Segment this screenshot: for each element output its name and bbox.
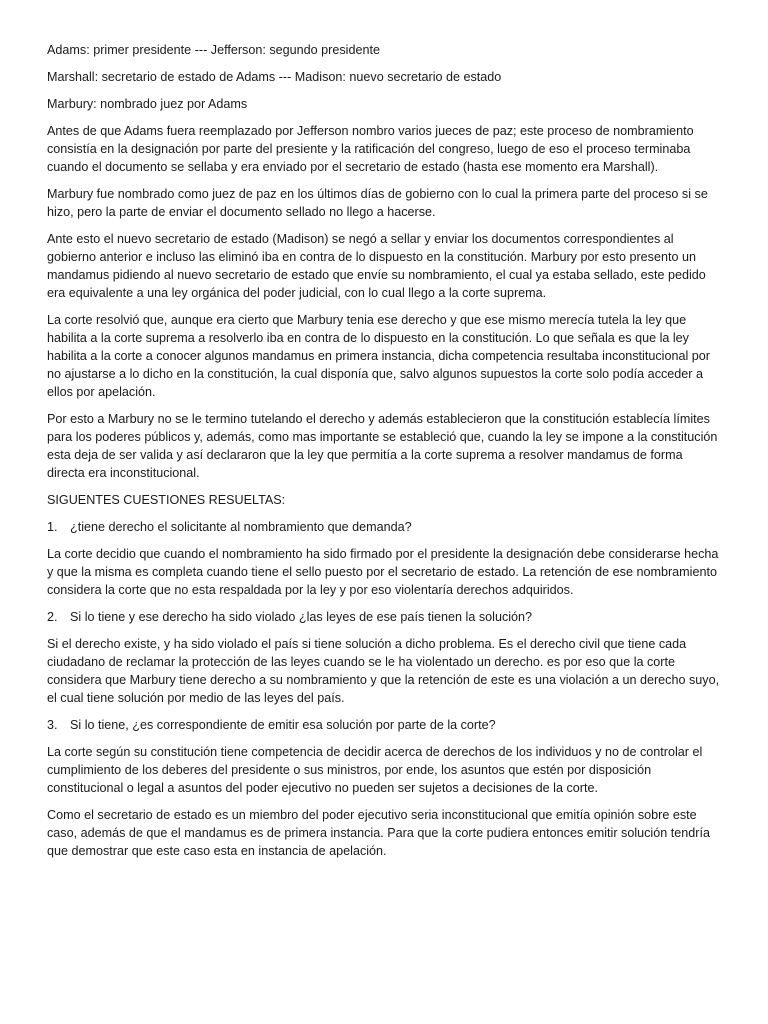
question-item xyxy=(47,608,723,626)
document-page xyxy=(47,41,723,869)
answer-paragraph: La corte decidio que cuando el nombramiento ha sido firmado por el presidente la designación debe considerarse hecha y que la misma es completa cuando tiene el sello puesto por el secretario de estado. La retención de ese nombramiento considera la corte que no esta respaldada por la ley y por eso violentaría derechos adquiridos. xyxy=(47,547,719,597)
paragraph: Por esto a Marbury no se le termino tutelando el derecho y además establecieron que la constitución establecía límites para los poderes públicos y, además, como mas importante se estableció que, cuando la ley se impone a la constitución esta deja de ser valida y así declararon que la ley que permitía a la corte suprema a resolver mandamus de forma directa era inconstitucional. xyxy=(47,412,718,480)
paragraph: Marbury fue nombrado como juez de paz en los últimos días de gobierno con lo cual la primera parte del proceso si se hizo, pero la parte de enviar el documento sellado no llego a hacerse. xyxy=(47,187,708,219)
question-text: Si lo tiene, ¿es correspondiente de emitir esa solución por parte de la corte? xyxy=(70,718,496,732)
question-item xyxy=(47,518,723,536)
question-text: ¿tiene derecho el solicitante al nombramiento que demanda? xyxy=(70,520,412,534)
paragraph: Marshall: secretario de estado de Adams --- Madison: nuevo secretario de estado xyxy=(47,70,502,84)
answer-paragraph: La corte según su constitución tiene competencia de decidir acerca de derechos de los individuos y no de controlar el cumplimiento de los deberes del presidente o sus ministros, por ende, los asuntos que estén por disposición constitucional o legal a asuntos del poder ejecutivo no pueden ser sujetos a decisiones de la corte. xyxy=(47,745,703,795)
paragraph: Ante esto el nuevo secretario de estado (Madison) se negó a sellar y enviar los documentos correspondientes al gobierno anterior e incluso las eliminó iba en contra de lo dispuesto en la constitución. Marbury por esto presento un mandamus pidiendo al nuevo secretario de estado que envíe su nombramiento, el cual ya estaba sellado, este pedido era equivalente a una ley orgánica del poder judicial, con lo cual llego a la corte suprema. xyxy=(47,232,706,300)
answer-paragraph: Como el secretario de estado es un miembro del poder ejecutivo seria inconstitucional que emitía opinión sobre este caso, además de que el mandamus es de primera instancia. Para que la corte pudiera entonces emitir solución tendría que demostrar que este caso esta en instancia de apelación. xyxy=(47,808,710,858)
paragraph: Antes de que Adams fuera reemplazado por Jefferson nombro varios jueces de paz; este proceso de nombramiento consistía en la designación por parte del presiente y la ratificación del congreso, luego de eso el proceso terminaba cuando el documento se sellaba y era enviado por el secretario de estado (hasta ese momento era Marshall). xyxy=(47,124,694,174)
paragraph: Adams: primer presidente --- Jefferson: segundo presidente xyxy=(47,43,380,57)
question-text: Si lo tiene y ese derecho ha sido violado ¿las leyes de ese país tienen la solución? xyxy=(70,610,533,624)
question-number: 3. xyxy=(47,718,58,732)
question-item xyxy=(47,716,723,734)
answer-paragraph: Si el derecho existe, y ha sido violado el país si tiene solución a dicho problema. Es el derecho civil que tiene cada ciudadano de reclamar la protección de las leyes cuando se le ha violentado un derecho. es por eso que la corte considera que Marbury tiene derecho a su nombramiento y que la retención de este es una violación a un derecho suyo, el cual tiene solución por medio de las leyes del país. xyxy=(47,637,720,705)
question-number: 2. xyxy=(47,610,58,624)
section-heading: SIGUENTES CUESTIONES RESUELTAS: xyxy=(47,493,286,507)
paragraph: La corte resolvió que, aunque era cierto que Marbury tenia ese derecho y que ese mismo merecía tutela la ley que habilita a la corte suprema a resolverlo iba en contra de lo dispuesto en la constitución. Lo que señala es que la ley habilita a la corte a conocer algunos mandamus en primera instancia, dicha competencia resultaba inconstitucional por no ajustarse a lo dicho en la constitución, la cual disponía que, salvo algunos supuestos la corte solo podía acceder a ellos por apelación. xyxy=(47,313,710,399)
paragraph: Marbury: nombrado juez por Adams xyxy=(47,97,248,111)
question-number: 1. xyxy=(47,520,58,534)
